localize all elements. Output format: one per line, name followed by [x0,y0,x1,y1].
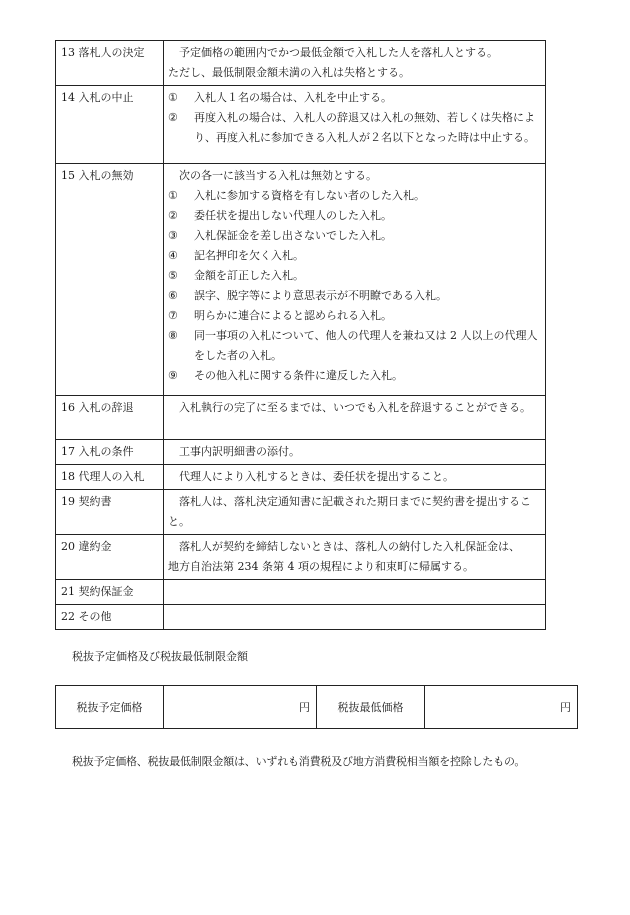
planned-price-label: 税抜予定価格 [56,686,164,729]
list-item-number: ② [168,209,178,222]
list-item-text: 同一事項の入札について、他人の代理人を兼ね又は 2 人以上の代理人をした者の入札。 [194,329,538,362]
condition-row [56,86,546,164]
condition-label: 14 入札の中止 [56,86,164,164]
condition-content [164,605,546,630]
condition-paragraph: 落札人が契約を締結しないときは、落札人の納付した入札保証金は、 [179,540,520,553]
condition-paragraph: 予定価格の範囲内でかつ最低金額で入札した人を落札人とする。 [179,46,498,59]
condition-line: 地方自治法第 234 条第 4 項の規程により和束町に帰属する。 [168,560,474,573]
list-item-text: その他入札に関する条件に違反した入札。 [194,369,403,382]
condition-list-item [168,366,541,386]
condition-list-item [168,186,541,206]
condition-content [164,440,546,465]
condition-content [164,396,546,440]
list-item-number: ④ [168,249,178,262]
list-item-number: ③ [168,229,178,242]
condition-content [164,490,546,535]
condition-list-item [168,108,541,148]
condition-list-item [168,88,541,108]
list-item-number: ① [168,189,178,202]
condition-row [56,535,546,580]
condition-paragraph: 工事内訳明細書の添付。 [179,445,300,458]
condition-row [56,164,546,396]
condition-list-item [168,246,541,266]
condition-row [56,396,546,440]
condition-list-item [168,266,541,286]
condition-row [56,605,546,630]
tax-note: 税抜予定価格、税抜最低制限金額は、いずれも消費税及び地方消費税相当額を控除したもの。 [72,755,526,768]
condition-content [164,465,546,490]
condition-content [164,164,546,396]
list-item-text: 入札人１名の場合は、入札を中止する。 [194,91,392,104]
list-item-number: ① [168,91,178,104]
condition-paragraph: 入札執行の完了に至るまでは、いつでも入札を辞退することができる。 [179,401,531,414]
condition-list-item [168,326,541,366]
condition-label: 19 契約書 [56,490,164,535]
list-item-text: 明らかに連合によると認められる入札。 [194,309,392,322]
condition-row [56,580,546,605]
list-item-text: 記名押印を欠く入札。 [194,249,304,262]
condition-label: 20 違約金 [56,535,164,580]
condition-content [164,86,546,164]
condition-label: 15 入札の無効 [56,164,164,396]
price-section-title: 税抜予定価格及び税抜最低制限金額 [72,650,248,663]
list-item-number: ⑦ [168,309,178,322]
planned-price-value: 円 [164,686,317,729]
condition-row [56,440,546,465]
condition-content [164,41,546,86]
condition-line: ただし、最低制限金額未満の入札は失格とする。 [168,66,410,79]
condition-list-item [168,286,541,306]
condition-paragraph: 落札人は、落札決定通知書に記載された期日までに契約書を提出すること。 [168,495,531,528]
condition-row [56,490,546,535]
condition-list-item [168,226,541,246]
condition-content [164,580,546,605]
condition-paragraph: 次の各一に該当する入札は無効とする。 [179,169,377,182]
conditions-table [55,40,546,630]
conditions-table-body [56,41,546,630]
list-item-text: 委任状を提出しない代理人のした入札。 [194,209,392,222]
condition-label: 17 入札の条件 [56,440,164,465]
list-item-number: ② [168,111,178,124]
price-row [56,686,578,729]
condition-label: 22 その他 [56,605,164,630]
list-item-number: ⑨ [168,369,178,382]
list-item-number: ⑥ [168,289,178,302]
list-item-text: 入札保証金を差し出さないでした入札。 [194,229,392,242]
condition-list-item [168,306,541,326]
list-item-text: 金額を訂正した入札。 [194,269,304,282]
list-item-text: 入札に参加する資格を有しない者のした入札。 [194,189,425,202]
list-item-text: 再度入札の場合は、入札人の辞退又は入札の無効、若しくは失格により、再度入札に参加できる入札人が２名以下となった時は中止する。 [194,111,535,144]
minimum-price-label: 税抜最低価格 [317,686,425,729]
condition-content [164,535,546,580]
list-item-number: ⑤ [168,269,178,282]
condition-row [56,465,546,490]
list-item-text: 誤字、脱字等により意思表示が不明瞭である入札。 [194,289,447,302]
condition-label: 13 落札人の決定 [56,41,164,86]
condition-list-item [168,206,541,226]
list-item-number: ⑧ [168,329,178,342]
condition-label: 18 代理人の入札 [56,465,164,490]
condition-row [56,41,546,86]
condition-paragraph: 代理人により入札するときは、委任状を提出すること。 [179,470,454,483]
condition-label: 16 入札の辞退 [56,396,164,440]
condition-label: 21 契約保証金 [56,580,164,605]
price-table [55,685,578,729]
minimum-price-value: 円 [425,686,578,729]
